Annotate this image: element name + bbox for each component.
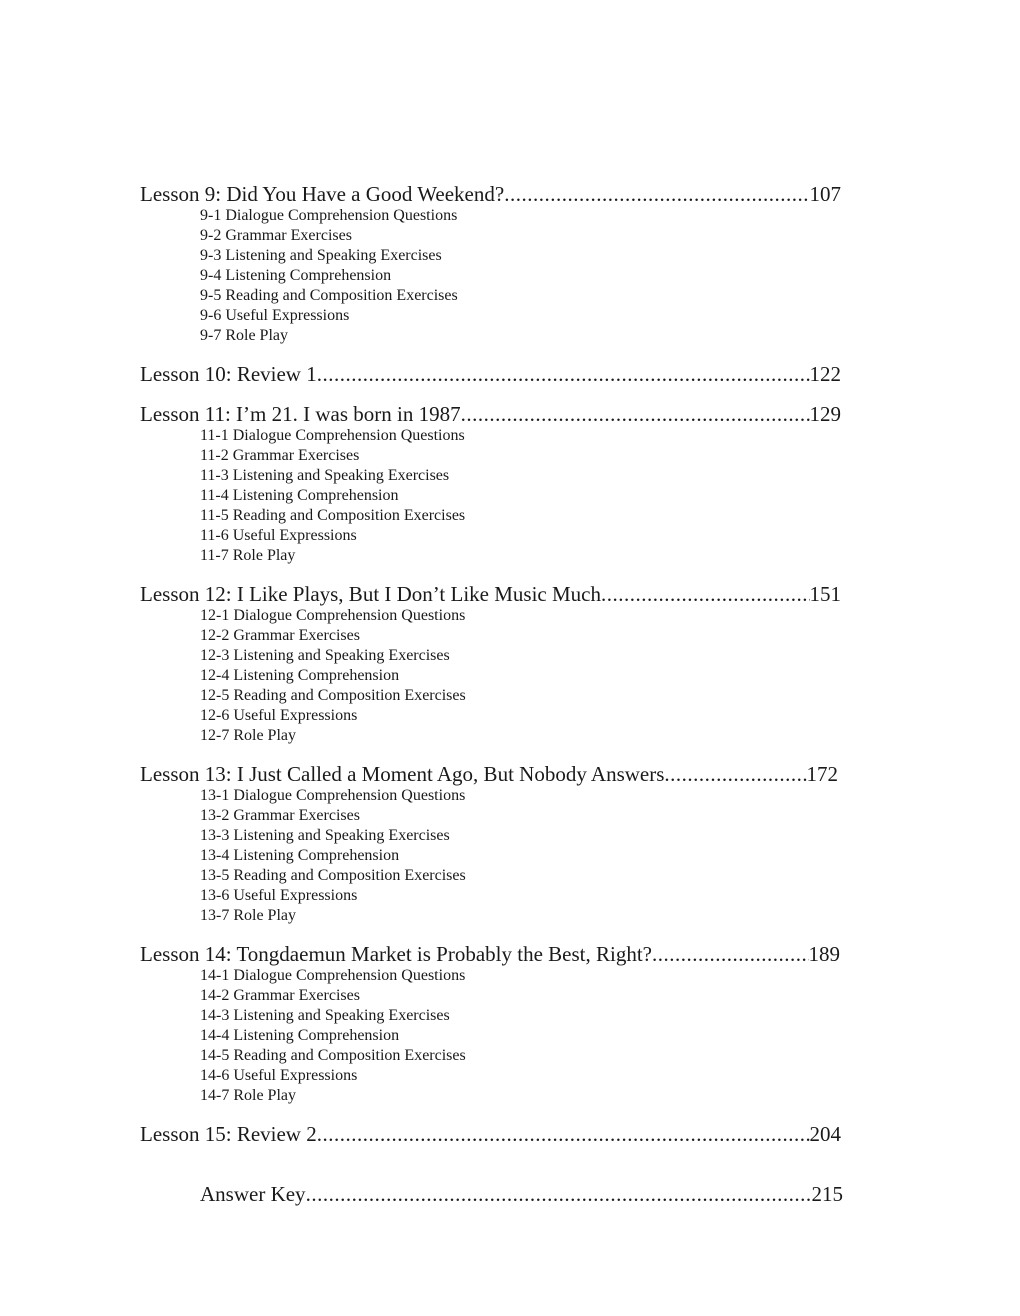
dot-leader [317, 361, 810, 387]
section-item: 9-2 Grammar Exercises [200, 227, 352, 244]
section-item: 11-7 Role Play [200, 547, 296, 564]
dot-leader [504, 181, 809, 207]
dot-leader [601, 581, 810, 607]
section-item: 13-7 Role Play [200, 907, 296, 924]
section-item: 14-3 Listening and Speaking Exercises [200, 1007, 450, 1024]
lesson-title-row [140, 941, 840, 967]
section-item: 11-3 Listening and Speaking Exercises [200, 467, 450, 484]
lesson-title-row [140, 181, 841, 207]
page-number: 189 [808, 942, 840, 966]
section-item: 11-4 Listening Comprehension [200, 487, 399, 504]
dot-leader [652, 941, 809, 967]
section-item: 12-5 Reading and Composition Exercises [200, 687, 466, 704]
lesson-title: Lesson 13: I Just Called a Moment Ago, But Nobody Answers [140, 762, 665, 786]
section-item: 13-1 Dialogue Comprehension Questions [200, 787, 466, 804]
dot-leader [461, 401, 810, 427]
page-number: 172 [806, 762, 838, 786]
lesson-title: Lesson 9: Did You Have a Good Weekend? [140, 182, 505, 206]
lesson-title-row [140, 581, 841, 607]
section-item: 13-2 Grammar Exercises [200, 807, 360, 824]
section-item: 12-3 Listening and Speaking Exercises [200, 647, 450, 664]
section-item: 9-6 Useful Expressions [200, 307, 350, 324]
lesson-title: Lesson 14: Tongdaemun Market is Probably the Best, Right? [140, 942, 652, 966]
section-item: 13-5 Reading and Composition Exercises [200, 867, 466, 884]
section-list [200, 606, 466, 746]
section-item: 13-6 Useful Expressions [200, 887, 358, 904]
lesson-title-row [140, 1121, 841, 1147]
lesson-title: Lesson 15: Review 2 [140, 1122, 317, 1146]
section-item: 12-7 Role Play [200, 727, 296, 744]
section-item: 9-3 Listening and Speaking Exercises [200, 247, 442, 264]
lesson-title-row [140, 361, 841, 387]
section-item: 11-2 Grammar Exercises [200, 447, 360, 464]
page-number: 215 [811, 1182, 843, 1206]
section-item: 14-6 Useful Expressions [200, 1067, 358, 1084]
section-item: 12-4 Listening Comprehension [200, 667, 400, 684]
section-item: 9-7 Role Play [200, 327, 288, 344]
lesson-title: Lesson 12: I Like Plays, But I Don’t Like Music Much [140, 582, 601, 606]
section-item: 14-2 Grammar Exercises [200, 987, 360, 1004]
section-item: 11-6 Useful Expressions [200, 527, 357, 544]
lesson-title-row [140, 401, 841, 427]
section-list [200, 206, 458, 346]
page-number: 129 [809, 402, 841, 426]
dot-leader [664, 761, 806, 787]
section-item: 11-5 Reading and Composition Exercises [200, 507, 466, 524]
dot-leader [306, 1181, 812, 1207]
page-number: 151 [809, 582, 841, 606]
section-item: 9-4 Listening Comprehension [200, 267, 392, 284]
lesson-title: Lesson 10: Review 1 [140, 362, 317, 386]
lesson-title: Lesson 11: I’m 21. I was born in 1987 [140, 402, 461, 426]
section-item: 14-1 Dialogue Comprehension Questions [200, 967, 466, 984]
answer-key-row [200, 1181, 843, 1207]
section-item: 14-4 Listening Comprehension [200, 1027, 400, 1044]
section-item: 12-2 Grammar Exercises [200, 627, 360, 644]
section-item: 13-3 Listening and Speaking Exercises [200, 827, 450, 844]
section-item: 12-6 Useful Expressions [200, 707, 358, 724]
section-item: 9-1 Dialogue Comprehension Questions [200, 207, 458, 224]
section-item: 12-1 Dialogue Comprehension Questions [200, 607, 466, 624]
section-list [200, 786, 466, 926]
section-item: 14-5 Reading and Composition Exercises [200, 1047, 466, 1064]
section-list [200, 426, 465, 566]
section-item: 14-7 Role Play [200, 1087, 296, 1104]
page-number: 107 [809, 182, 841, 206]
section-list [200, 966, 466, 1106]
answer-key-title: Answer Key [200, 1182, 306, 1206]
section-item: 11-1 Dialogue Comprehension Questions [200, 427, 465, 444]
page-number: 204 [809, 1122, 841, 1146]
section-item: 13-4 Listening Comprehension [200, 847, 400, 864]
page-number: 122 [809, 362, 841, 386]
dot-leader [317, 1121, 810, 1147]
lesson-title-row [140, 761, 838, 787]
section-item: 9-5 Reading and Composition Exercises [200, 287, 458, 304]
